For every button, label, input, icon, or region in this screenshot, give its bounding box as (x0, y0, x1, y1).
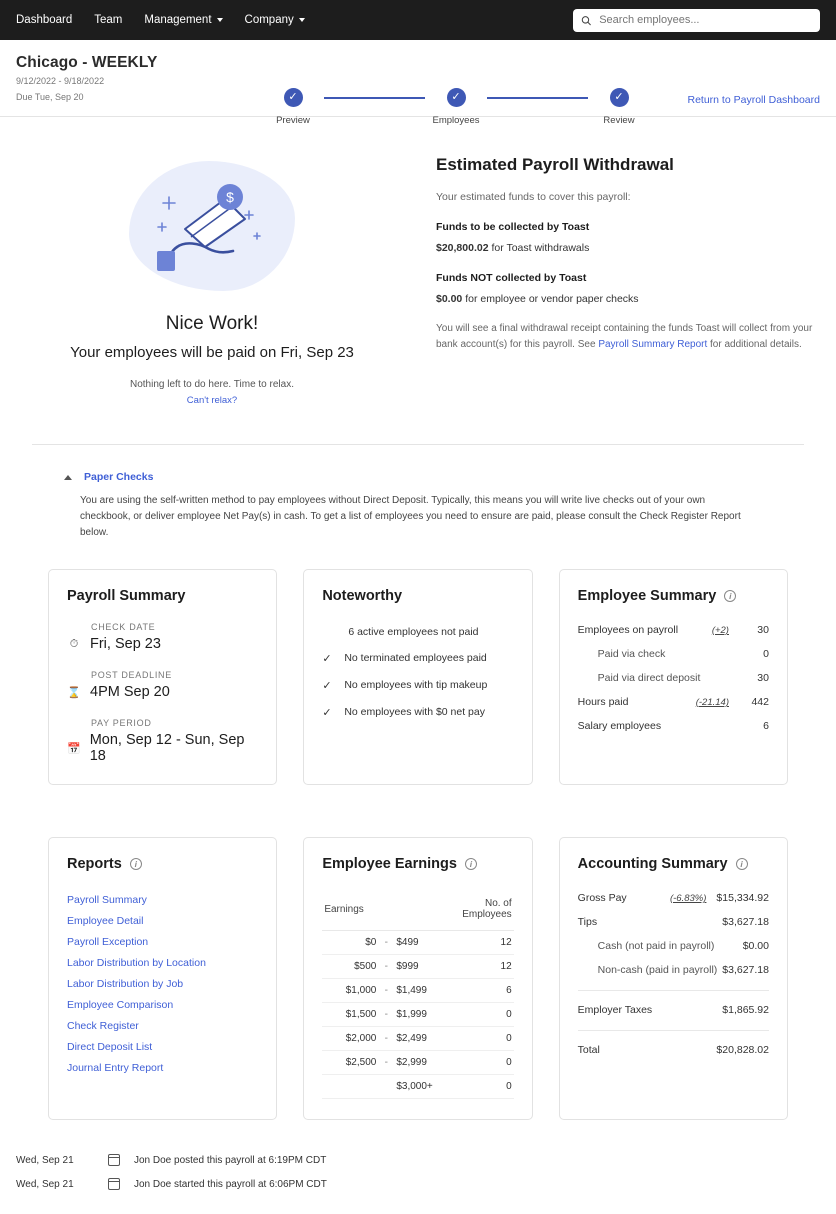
earnings-high: $1,499 (394, 979, 450, 1003)
earnings-high: $499 (394, 931, 450, 955)
earnings-low: $2,000 (322, 1027, 378, 1051)
hand-holding-money-icon (129, 161, 295, 291)
noteworthy-item-label: No employees with tip makeup (344, 679, 488, 692)
progress-stepper (262, 88, 650, 126)
top-navigation-bar (0, 0, 836, 40)
table-row (578, 1030, 769, 1056)
payroll-summary-card (48, 569, 277, 785)
pay-period-block (67, 718, 258, 764)
column-header-no-of-employees: No. of Employees (450, 892, 513, 931)
nav-item-dashboard-label: Dashboard (16, 14, 73, 26)
table-row (322, 1027, 513, 1051)
employees-on-payroll-label: Employees on payroll (577, 624, 679, 637)
activity-log (0, 1120, 836, 1214)
payroll-summary-report-link[interactable]: Payroll Summary Report (598, 339, 708, 351)
table-row (322, 955, 513, 979)
paid-via-direct-deposit-value: 30 (757, 672, 769, 685)
report-link-labor-distribution-by-location[interactable]: Labor Distribution by Location (67, 957, 206, 970)
hero-subheadline: Your employees will be paid on Fri, Sep 23 (70, 344, 354, 362)
noteworthy-title: Noteworthy (322, 588, 403, 605)
funds-not-collected-row (436, 293, 820, 305)
funds-not-collected-heading: Funds NOT collected by Toast (436, 272, 587, 285)
noteworthy-item (348, 626, 513, 638)
info-icon[interactable]: i (465, 858, 477, 870)
earnings-high: $999 (394, 955, 450, 979)
funds-not-collected-suffix: for employee or vendor paper checks (465, 293, 639, 306)
paid-via-check-label: Paid via check (597, 648, 666, 661)
report-link-direct-deposit-list[interactable]: Direct Deposit List (67, 1041, 153, 1054)
paper-checks-title[interactable]: Paper Checks (84, 471, 154, 484)
activity-date: Wed, Sep 21 (16, 1154, 74, 1166)
nav-item-management[interactable] (144, 14, 222, 26)
earnings-dash: - (378, 1051, 394, 1075)
earnings-count: 0 (450, 1075, 513, 1099)
table-row (322, 1003, 513, 1027)
non-cash-paid-value: $3,627.18 (722, 964, 769, 977)
earnings-high: $1,999 (394, 1003, 450, 1027)
report-link-employee-comparison[interactable]: Employee Comparison (67, 999, 174, 1012)
step-review-label: Review (603, 115, 635, 126)
step-employees[interactable] (425, 88, 487, 126)
search-icon (581, 15, 591, 26)
step-connector (324, 97, 425, 99)
earnings-dash (378, 1075, 394, 1099)
earnings-count: 0 (450, 1027, 513, 1051)
noteworthy-item-label: No terminated employees paid (344, 652, 487, 665)
report-link-payroll-summary[interactable]: Payroll Summary (67, 894, 147, 907)
employee-summary-card (559, 569, 788, 785)
check-date-value: Fri, Sep 23 (90, 636, 161, 653)
step-employees-label: Employees (432, 115, 480, 126)
earnings-low: $1,500 (322, 1003, 378, 1027)
report-link-check-register[interactable]: Check Register (67, 1020, 139, 1033)
earnings-low: $0 (322, 931, 378, 955)
employee-summary-title: Employee Summary (577, 588, 717, 605)
table-row (322, 1075, 513, 1099)
employer-taxes-value: $1,865.92 (722, 1004, 769, 1017)
payroll-due-date: Due Tue, Sep 20 (16, 92, 84, 103)
non-cash-paid-label: Non-cash (paid in payroll) (597, 964, 718, 977)
tips-label: Tips (577, 916, 598, 929)
chevron-up-icon[interactable] (64, 475, 72, 480)
noteworthy-item (322, 706, 513, 719)
paid-via-check-value: 0 (763, 648, 769, 661)
step-preview[interactable] (262, 88, 324, 126)
total-value: $20,828.02 (716, 1044, 769, 1057)
noteworthy-card (303, 569, 532, 785)
noteworthy-item-label: 6 active employees not paid (348, 626, 479, 639)
withdrawal-note-part2: for additional details. (707, 339, 802, 351)
funds-collected-amount: $20,800.02 (436, 242, 489, 255)
earnings-count: 0 (450, 1003, 513, 1027)
paper-checks-body: You are using the self-written method to pay employees without Direct Deposit. Typically, this means you will write live checks out of your own checkbook, or deliver employee Net Pay(s) in cash. To get a list of employees you need to ensure are paid, please consult the Check Register Report below. (80, 495, 741, 539)
check-icon: ✓ (322, 680, 332, 693)
earnings-count: 12 (450, 931, 513, 955)
earnings-low: $500 (322, 955, 378, 979)
hero-left (16, 151, 408, 406)
employee-earnings-title: Employee Earnings (322, 856, 457, 873)
return-to-payroll-dashboard-link[interactable]: Return to Payroll Dashboard (687, 94, 820, 106)
funds-collected-row (436, 242, 820, 254)
earnings-low: $1,000 (322, 979, 378, 1003)
table-row (578, 990, 769, 1016)
withdrawal-subtitle: Your estimated funds to cover this payroll: (436, 191, 631, 204)
tips-value: $3,627.18 (722, 916, 769, 929)
salary-employees-value: 6 (763, 720, 769, 733)
hero-note: Nothing left to do here. Time to relax. (130, 379, 294, 391)
employee-earnings-card (303, 837, 532, 1120)
activity-text: Jon Doe started this payroll at 6:06PM CDT (134, 1178, 327, 1190)
table-header-row (322, 892, 513, 931)
hours-paid-delta: (-21.14) (695, 697, 729, 709)
employer-taxes-label: Employer Taxes (577, 1004, 653, 1017)
nav-item-company-label: Company (244, 14, 294, 26)
employees-on-payroll-value: 30 (757, 624, 769, 637)
accounting-summary-card (559, 837, 788, 1120)
post-deadline-label: POST DEADLINE (91, 670, 172, 681)
table-row (578, 624, 769, 636)
table-row (578, 940, 769, 952)
earnings-dash: - (378, 1003, 394, 1027)
nav-item-team-label: Team (94, 14, 123, 26)
withdrawal-note (436, 321, 820, 353)
earnings-dash: - (378, 1027, 394, 1051)
column-header-earnings: Earnings (322, 892, 450, 931)
table-row (322, 979, 513, 1003)
gross-pay-delta: (-6.83%) (669, 893, 707, 905)
summary-card-row-2 (0, 809, 836, 1120)
check-icon: ✓ (447, 88, 466, 107)
cash-not-paid-value: $0.00 (742, 940, 769, 953)
earnings-dash: - (378, 931, 394, 955)
step-preview-label: Preview (276, 115, 310, 126)
pay-period-value: Mon, Sep 12 - Sun, Sep 18 (89, 732, 245, 765)
info-icon[interactable]: i (736, 858, 748, 870)
activity-date: Wed, Sep 21 (16, 1178, 74, 1190)
info-icon[interactable]: i (130, 858, 142, 870)
step-connector (487, 97, 588, 99)
check-icon: ✓ (284, 88, 303, 107)
cash-not-paid-label: Cash (not paid in payroll) (597, 940, 715, 953)
check-date-label: CHECK DATE (91, 622, 156, 633)
earnings-low (322, 1075, 378, 1099)
check-icon: ✓ (322, 653, 332, 666)
employee-earnings-table (322, 892, 513, 1099)
calendar-icon (108, 1178, 120, 1190)
table-row (578, 648, 769, 660)
chevron-down-icon (217, 18, 223, 22)
search-input[interactable] (597, 13, 812, 27)
summary-card-row-1 (0, 541, 836, 785)
post-deadline-value: 4PM Sep 20 (90, 684, 170, 701)
pay-period-label: PAY PERIOD (91, 718, 152, 729)
funds-not-collected-amount: $0.00 (436, 293, 463, 306)
calendar-icon: 📅 (67, 742, 81, 755)
table-row (578, 720, 769, 732)
funds-collected-suffix: for Toast withdrawals (491, 242, 590, 255)
activity-row (16, 1172, 820, 1196)
check-date-block (67, 622, 258, 652)
gross-pay-label: Gross Pay (577, 892, 627, 905)
table-row (578, 964, 769, 976)
step-review[interactable] (588, 88, 650, 126)
total-label: Total (577, 1044, 600, 1057)
table-row (578, 672, 769, 684)
chevron-down-icon (299, 18, 305, 22)
calendar-icon (108, 1154, 120, 1166)
table-row (578, 696, 769, 708)
post-deadline-block (67, 670, 258, 700)
withdrawal-title: Estimated Payroll Withdrawal (436, 155, 674, 175)
earnings-high: $2,999 (394, 1051, 450, 1075)
employees-on-payroll-delta: (+2) (711, 625, 729, 637)
page-title: Chicago - WEEKLY (16, 54, 158, 71)
check-icon: ✓ (322, 707, 332, 720)
clock-icon: ⏱ (69, 637, 79, 650)
nav-item-team[interactable] (94, 14, 122, 26)
report-link-payroll-exception[interactable]: Payroll Exception (67, 936, 149, 949)
nav-item-management-label: Management (144, 14, 212, 26)
reports-card (48, 837, 277, 1120)
reports-title: Reports (67, 856, 122, 873)
cant-relax-link[interactable]: Can't relax? (186, 395, 238, 407)
noteworthy-item-label: No employees with $0 net pay (344, 706, 485, 719)
hero-headline: Nice Work! (165, 313, 259, 335)
hero-section (0, 117, 836, 406)
accounting-summary-title: Accounting Summary (577, 856, 728, 873)
nav-item-dashboard[interactable] (16, 14, 72, 26)
table-row (322, 1051, 513, 1075)
hours-paid-value: 442 (751, 696, 769, 709)
table-row (578, 892, 769, 904)
activity-row (16, 1148, 820, 1172)
earnings-high: $3,000+ (394, 1075, 450, 1099)
paid-via-direct-deposit-label: Paid via direct deposit (597, 672, 701, 685)
payroll-header (0, 40, 836, 126)
salary-employees-label: Salary employees (577, 720, 662, 733)
gross-pay-value: $15,334.92 (716, 892, 769, 905)
earnings-count: 0 (450, 1051, 513, 1075)
earnings-count: 12 (450, 955, 513, 979)
check-icon: ✓ (610, 88, 629, 107)
earnings-high: $2,499 (394, 1027, 450, 1051)
withdrawal-note-part1: You will see a final withdrawal receipt containing the funds Toast will collect from your bank account(s) for this payroll. See (436, 323, 813, 351)
report-link-employee-detail[interactable]: Employee Detail (67, 915, 144, 928)
hours-paid-label: Hours paid (577, 696, 629, 709)
noteworthy-item (322, 652, 513, 665)
hourglass-icon: ⌛ (67, 686, 81, 699)
earnings-low: $2,500 (322, 1051, 378, 1075)
payroll-summary-title: Payroll Summary (67, 588, 186, 605)
earnings-dash: - (378, 955, 394, 979)
info-icon[interactable]: i (724, 590, 736, 602)
paper-checks-section (0, 445, 836, 541)
search-box[interactable] (573, 9, 820, 32)
activity-text: Jon Doe posted this payroll at 6:19PM CDT (134, 1154, 327, 1166)
funds-collected-heading: Funds to be collected by Toast (436, 221, 590, 234)
estimated-payroll-withdrawal (408, 151, 820, 406)
paper-checks-header[interactable] (64, 471, 804, 483)
payroll-date-range: 9/12/2022 - 9/18/2022 (16, 76, 105, 86)
table-row (578, 916, 769, 928)
noteworthy-item (322, 679, 513, 692)
report-link-journal-entry-report[interactable]: Journal Entry Report (67, 1062, 164, 1075)
table-row (322, 931, 513, 955)
earnings-count: 6 (450, 979, 513, 1003)
report-link-labor-distribution-by-job[interactable]: Labor Distribution by Job (67, 978, 184, 991)
svg-text:$: $ (226, 189, 234, 206)
nav-item-company[interactable] (245, 14, 305, 26)
earnings-dash: - (378, 979, 394, 1003)
